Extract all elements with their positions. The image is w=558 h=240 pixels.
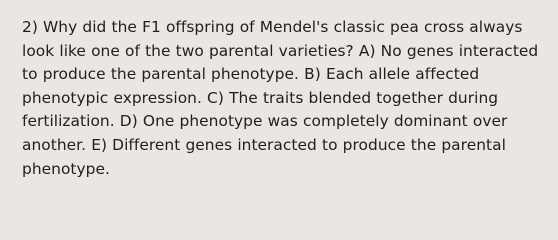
question-text: 2) Why did the F1 offspring of Mendel's classic pea cross always look like one of the two parental varieties? A) No genes interacted to produce the parental phenotype. B) Each allele affected phenotypic expression. C) The traits blended together during fertilization. D) One phenotype was completely dominant over another. E) Different genes interacted to produce the parental phenotype. — [22, 18, 539, 178]
